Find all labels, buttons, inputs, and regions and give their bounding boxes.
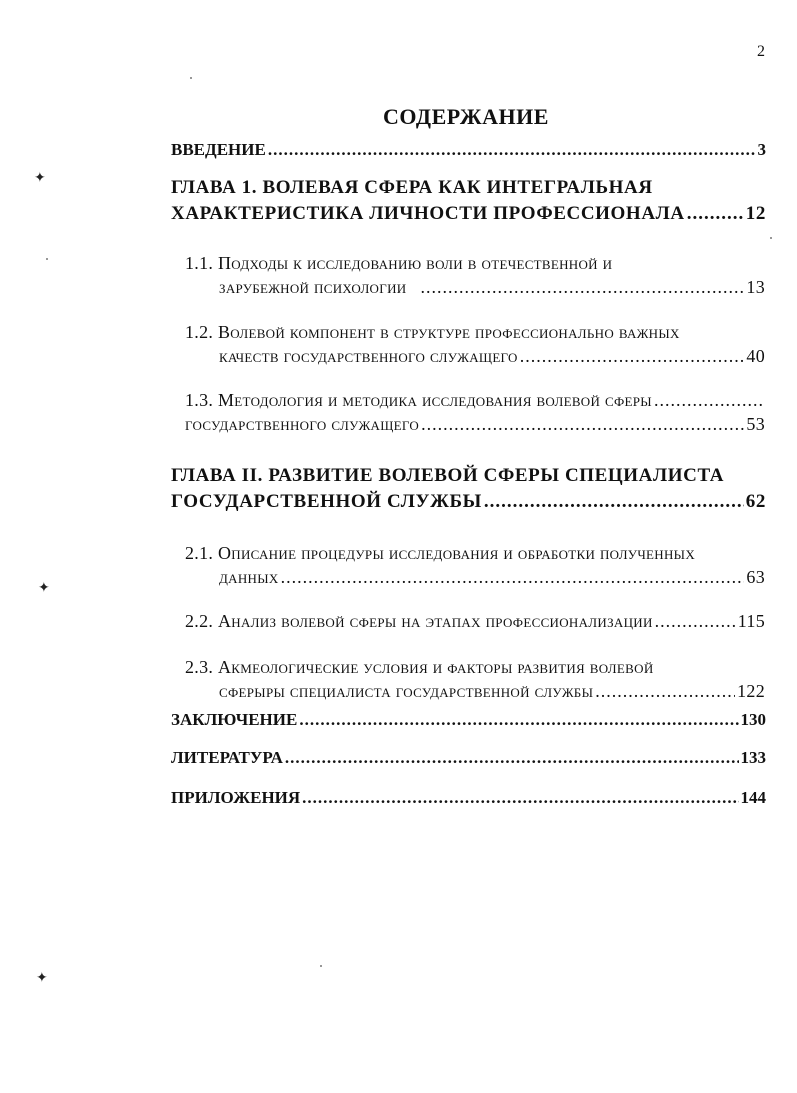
- toc-leader: [281, 565, 745, 589]
- toc-entry-line2: зарубежной психологии: [219, 277, 407, 297]
- toc-entry-page: 63: [746, 567, 765, 587]
- toc-leader: [302, 786, 738, 810]
- scan-mark-icon: ✦: [38, 581, 50, 596]
- toc-entry-line2: сферыры специалиста государственной службы: [219, 681, 594, 701]
- toc-entry-page: 144: [740, 788, 766, 807]
- toc-entry-page: 40: [746, 346, 765, 366]
- toc-leader: [655, 609, 736, 633]
- page-number: 2: [757, 43, 765, 60]
- scan-speck: [46, 258, 48, 260]
- toc-leader: [687, 201, 744, 227]
- toc-entry-page: 53: [746, 414, 765, 434]
- scan-mark-icon: ✦: [36, 971, 48, 986]
- toc-entry-page: 133: [740, 748, 766, 767]
- toc-leader: [268, 138, 756, 162]
- toc-entry-chapter-1[interactable]: [171, 175, 766, 227]
- toc-entry-2-2[interactable]: [185, 609, 765, 633]
- toc-leader: [654, 388, 763, 412]
- toc-entry-chapter-2[interactable]: [171, 463, 766, 515]
- toc-entry-1-3[interactable]: [185, 388, 765, 436]
- toc-leader: [595, 679, 735, 703]
- toc-entry-line1: 1.3. Методология и методика исследования волевой сферы: [185, 390, 652, 410]
- toc-entry-literature[interactable]: [171, 746, 766, 770]
- scan-speck: [320, 965, 322, 967]
- toc-entry-page: 115: [737, 611, 765, 631]
- toc-entry-line2: данных: [219, 567, 279, 587]
- toc-entry-2-1[interactable]: [185, 541, 765, 589]
- toc-entry-label: ПРИЛОЖЕНИЯ: [171, 788, 301, 807]
- toc-entry-1-1[interactable]: [185, 251, 765, 299]
- toc-entry-line1: 2.3. Акмеологические условия и факторы развития волевой: [185, 657, 654, 677]
- scan-speck: [770, 237, 772, 239]
- toc-leader: [285, 746, 739, 770]
- toc-leader: [484, 489, 744, 515]
- toc-entry-page: 130: [740, 710, 766, 729]
- toc-entry-line1: 2.2. Анализ волевой сферы на этапах профессионализации: [185, 611, 653, 631]
- toc-entry-line1: ГЛАВА II. РАЗВИТИЕ ВОЛЕВОЙ СФЕРЫ СПЕЦИАЛИСТА: [171, 465, 725, 486]
- toc-entry-page: 62: [745, 491, 766, 512]
- toc-entry-label: ЗАКЛЮЧЕНИЕ: [171, 710, 298, 729]
- toc-entry-label: ЛИТЕРАТУРА: [171, 748, 283, 767]
- toc-entry-line1: ГЛАВА 1. ВОЛЕВАЯ СФЕРА КАК ИНТЕГРАЛЬНАЯ: [171, 177, 653, 198]
- toc-entry-1-2[interactable]: [185, 320, 765, 368]
- toc-leader: [421, 412, 744, 436]
- toc-entry-page: 12: [745, 203, 766, 224]
- toc-entry-page: 3: [757, 140, 766, 159]
- toc-entry-2-3[interactable]: [185, 655, 765, 703]
- toc-leader: [420, 275, 744, 299]
- toc-entry-line2: ГОСУДАРСТВЕННОЙ СЛУЖБЫ: [171, 491, 482, 512]
- toc-leader: [520, 344, 745, 368]
- toc-entry-line1: 1.2. Волевой компонент в структуре профессионально важных: [185, 322, 680, 342]
- toc-entry-line2: качеств государственного служащего: [219, 346, 518, 366]
- toc-entry-page: 122: [737, 681, 765, 701]
- toc-entry-line1: 1.1. Подходы к исследованию воли в отечественной и: [185, 253, 613, 273]
- scan-mark-icon: ✦: [34, 171, 46, 186]
- toc-entry-line1: 2.1. Описание процедуры исследования и обработки полученных: [185, 543, 696, 563]
- toc-entry-intro[interactable]: [171, 138, 766, 162]
- toc-entry-appendix[interactable]: [171, 786, 766, 810]
- toc-entry-line2: ХАРАКТЕРИСТИКА ЛИЧНОСТИ ПРОФЕССИОНАЛА: [171, 203, 685, 224]
- toc-leader: [299, 708, 738, 732]
- toc-title: СОДЕРЖАНИЕ: [383, 104, 549, 129]
- toc-entry-conclusion[interactable]: [171, 708, 766, 732]
- toc-entry-label: ВВЕДЕНИЕ: [171, 140, 266, 159]
- toc-entry-page: 13: [746, 277, 765, 297]
- toc-entry-line2: государственного служащего: [185, 414, 420, 434]
- scan-speck: [190, 77, 192, 79]
